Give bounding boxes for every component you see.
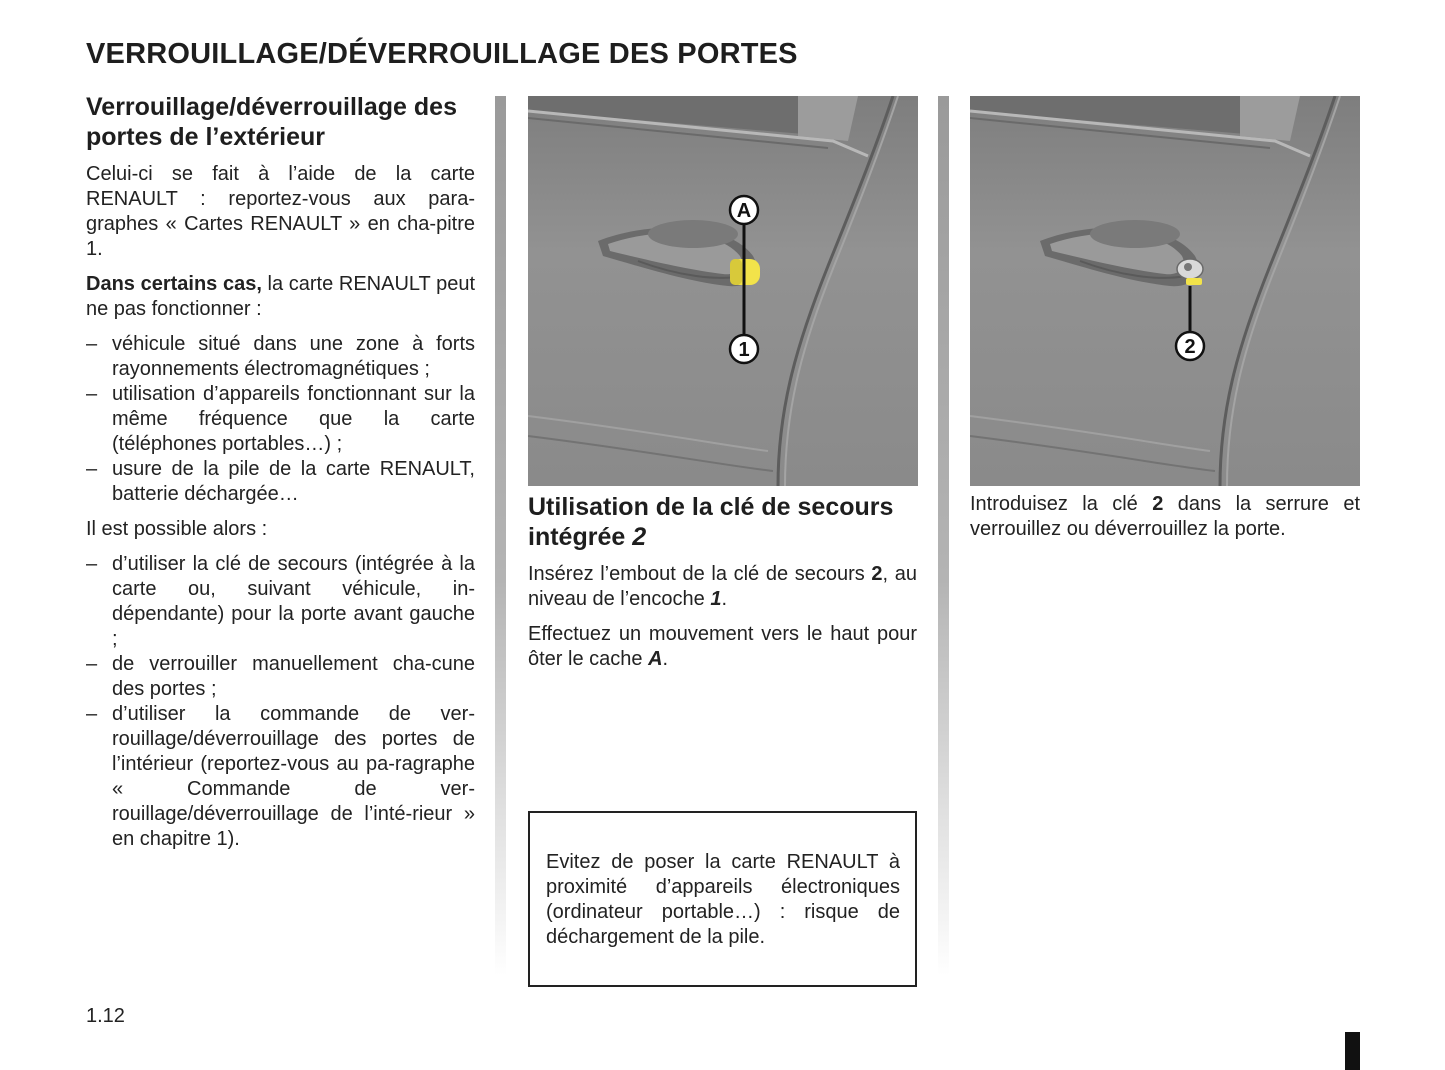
text-span: . <box>662 648 669 670</box>
section-heading-exterior: Verrouillage/déverrouillage des portes de l’extérieur <box>86 93 457 151</box>
list-item: – d’utiliser la clé de secours (intégrée à la carte ou, suivant véhicule, in-dépendante) pour la porte avant gauche ; <box>86 552 475 652</box>
callout-label-1: 1 <box>738 339 750 361</box>
text-span: Insérez l’embout de la clé de secours <box>528 563 872 585</box>
page-number: 1.12 <box>86 1005 125 1027</box>
warning-note-box <box>528 811 917 987</box>
text-span: Effectuez un mouvement vers le haut pour ôter le cache <box>528 623 917 670</box>
heading-ref: 2 <box>632 523 647 551</box>
intro-paragraph: Celui-ci se fait à l’aide de la carte RENAULT : reportez-vous aux para-graphes « Cartes RENAULT » en cha-pitre 1. <box>86 163 475 260</box>
list-item: – de verrouiller manuellement cha-cune des portes ; <box>86 652 475 702</box>
door-handle-illustration <box>528 96 918 486</box>
list-item: – utilisation d’appareils fonctionnant sur la même fréquence que la carte (téléphones portables…) ; <box>86 382 475 457</box>
list-item: – d’utiliser la commande de ver-rouillage/déverrouillage des portes de l’intérieur (reportez-vous au pa-ragraphe « Commande de ver-rouillage/déverrouillage de l’inté-rieur » en chapitre 1). <box>86 702 475 852</box>
section-heading-emergency-key <box>528 492 917 552</box>
key-in-lock-section <box>970 492 1360 552</box>
door-handle-photo-cover <box>528 96 918 486</box>
text-span: , au niveau de l’encoche <box>528 563 918 610</box>
door-lock-photo-key <box>970 96 1360 486</box>
callout-label-a: A <box>736 200 752 222</box>
text-span: Introduisez la clé <box>970 493 1153 515</box>
possible-paragraph: Il est possible alors : <box>86 518 268 540</box>
list-item: – véhicule situé dans une zone à forts rayonnements électromagnétiques ; <box>86 332 475 382</box>
insert-key-paragraph <box>528 562 917 612</box>
ref-key-2: 2 <box>1152 493 1164 515</box>
callout-label-2: 2 <box>1184 336 1196 358</box>
heading-text: Utilisation de la clé de secours intégrée <box>528 493 894 551</box>
cases-bold: Dans certains cas, <box>86 273 262 295</box>
remove-cover-paragraph <box>528 622 917 672</box>
ref-cover-a: A <box>648 648 663 670</box>
warning-note-text: Evitez de poser la carte RENAULT à proximité d’appareils électroniques (ordinateur portable…) : risque de déchargement de la pile. <box>546 851 900 948</box>
text-span: . <box>721 588 728 610</box>
column-divider-bar <box>495 96 506 976</box>
list-item: – usure de la pile de la carte RENAULT, batterie déchargée… <box>86 457 475 507</box>
text-span: dans la serrure et verrouillez ou déverrouillez la porte. <box>970 493 1360 540</box>
page-edge-marker <box>1345 1032 1360 1070</box>
door-lock-illustration <box>970 96 1360 486</box>
column-divider-bar <box>938 96 949 976</box>
page-title: VERROUILLAGE/DÉVERROUILLAGE DES PORTES <box>86 38 798 70</box>
possible-list <box>86 552 475 852</box>
cases-list <box>86 332 475 507</box>
emergency-key-section <box>528 492 917 682</box>
insert-key-lock-paragraph <box>970 492 1360 542</box>
ref-key-2: 2 <box>871 563 883 585</box>
ref-notch-1: 1 <box>710 588 722 610</box>
exterior-locking-section <box>86 92 475 862</box>
cases-paragraph <box>86 272 475 322</box>
cases-rest: la carte RENAULT peut ne pas fonctionner : <box>86 273 475 320</box>
